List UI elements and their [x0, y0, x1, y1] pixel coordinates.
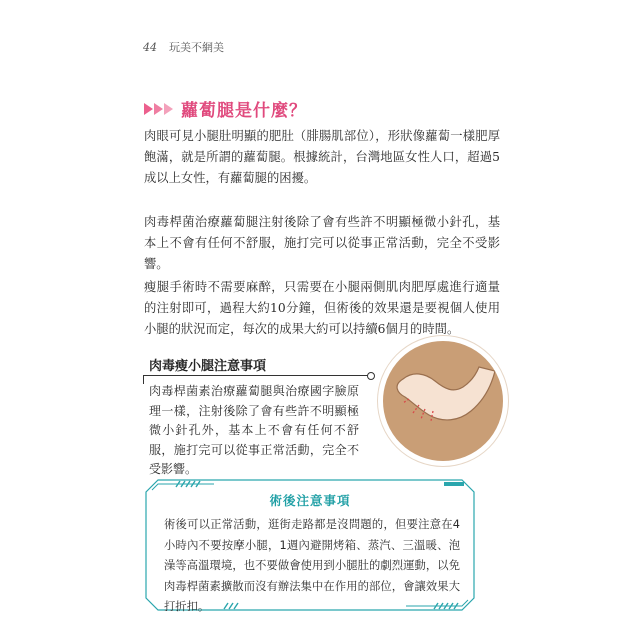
paragraph-1: 肉眼可見小腿肚明顯的肥肚（腓腸肌部位），形狀像蘿蔔一樣肥厚飽滿，就是所謂的蘿蔔腿。根據統計，台灣地區女性人口，超過5成以上女性，有蘿蔔腿的困擾。: [144, 129, 500, 185]
page-header: [143, 39, 224, 55]
calf-illustration: [378, 336, 508, 466]
paragraph-3: 瘦腿手術時不需要麻醉，只需要在小腿兩側肌肉肥厚處進行適量的注射即可，過程大約10分鐘，但術後的效果還是要視個人使用小腿的狀況而定，每次的成果大約可以持續6個月的時間。: [144, 280, 500, 336]
sidebar-title: 肉毒瘦小腿注意事項: [149, 359, 267, 374]
triple-arrow-icon: [144, 103, 173, 115]
sidebar-text: 肉毒桿菌素治療蘿蔔腿與治療國字臉原理一樣，注射後除了會有些許不明顯極微小針孔外，基本上不會有任何不舒服，施打完可以從事正常活動，完全不受影響。: [149, 384, 359, 476]
section-heading: [144, 96, 307, 121]
section-title: 蘿蔔腿是什麼？: [181, 101, 307, 121]
page-number: 44: [143, 41, 157, 54]
book-title: 玩美不網美: [169, 41, 224, 54]
notice-text: 術後可以正常活動，逛街走路都是沒問題的，但要注意在4小時內不要按摩小腿，1週內避開烤箱、蒸汽、三溫暖、泡澡等高溫環境，也不要做會使用到小腿肚的劇烈運動，以免肉毒桿菌素擴散而沒有辦法集中在作用的部位，會讓效果大打折扣。: [164, 518, 460, 613]
notice-title: 術後注意事項: [269, 493, 351, 508]
paragraph-2: 肉毒桿菌治療蘿蔔腿注射後除了會有些許不明顯極微小針孔，基本上不會有任何不舒服，施打完可以從事正常活動，完全不受影響。: [144, 215, 500, 271]
sidebar-box: [143, 355, 373, 476]
post-op-notice: [144, 478, 476, 612]
leg-icon: [383, 341, 503, 461]
